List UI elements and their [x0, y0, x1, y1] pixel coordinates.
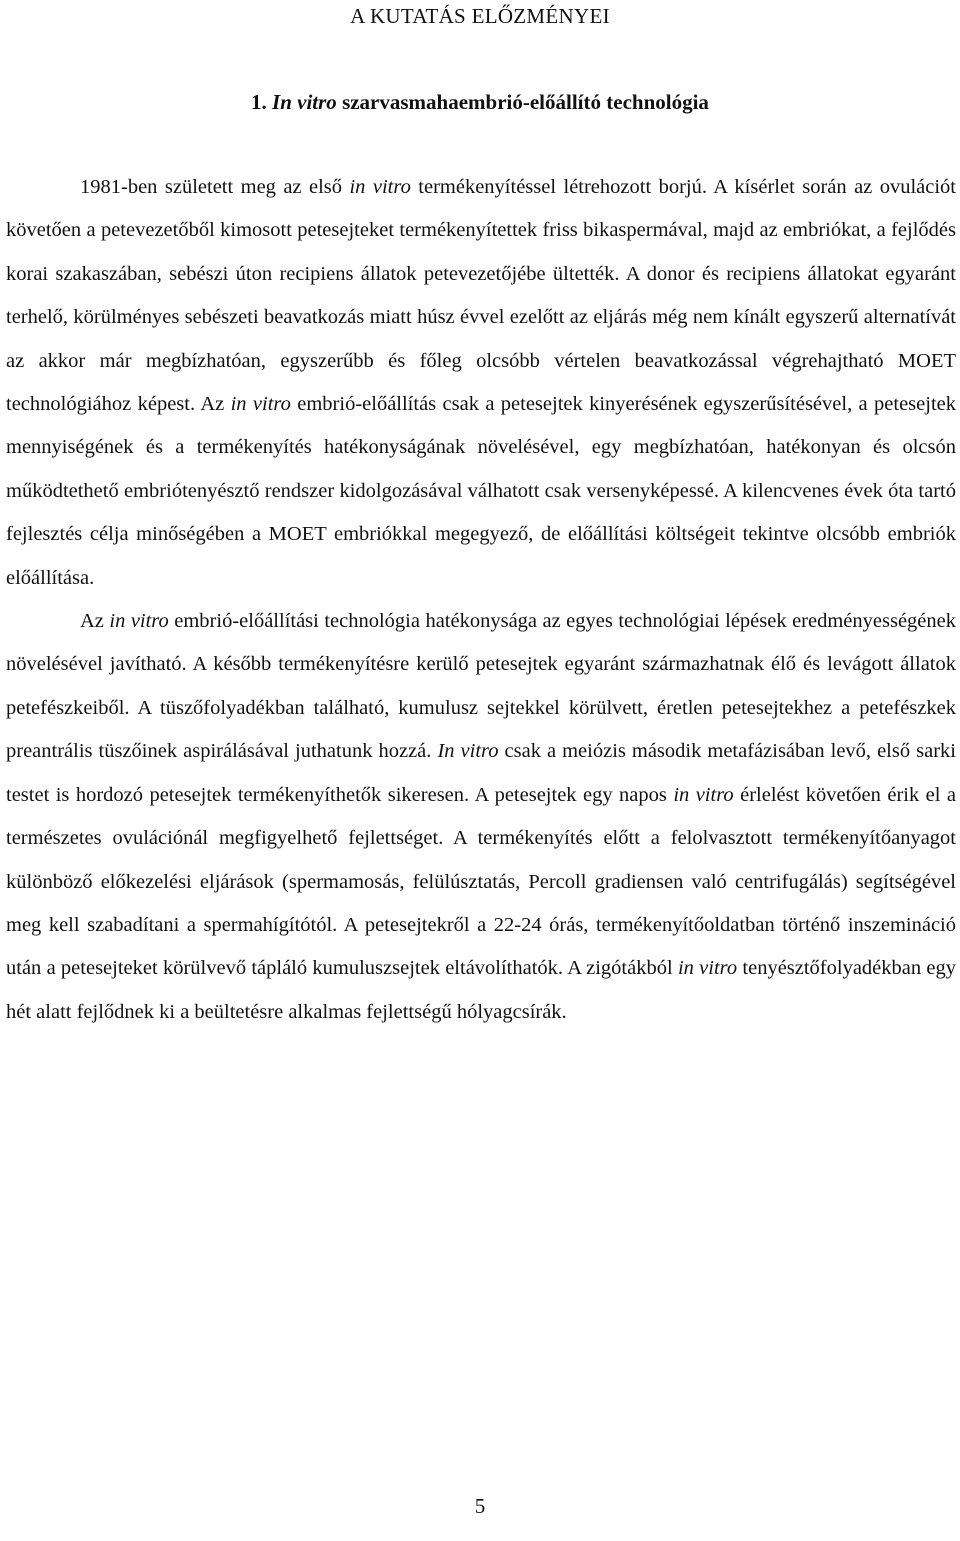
text-run: Az [80, 610, 110, 633]
text-run: érlelést követően érik el a természetes ovulációnál megfigyelhető fejlettséget. A termékenyítés előtt a felolvasztott termékenyítőanyagot különböző előkezelési eljárások (spermamosás, felülúsztatás, Percoll gradiensen való centrifugálás) segítségével meg kell szabadítani a spermahígítótól. A petesejtekről a 22-24 órás, termékenyítőoldatban történő inszemináció után a petesejteket körülvevő tápláló kumuluszsejtek eltávolíthatók. A zigótákból [6, 783, 956, 980]
page-number: 5 [474, 1494, 486, 1518]
section-title-italic: In vitro [272, 90, 337, 114]
text-run: csak a meiózis második metafázisában levő, első sarki testet is hordozó petesejtek termékenyíthetők sikeresen. A petesejtek egy napos [6, 740, 956, 806]
section-title [0, 88, 960, 116]
text-run: 1981-ben született meg az első [80, 176, 350, 198]
italic-term: in vitro [349, 176, 411, 198]
section-title-text: szarvasmahaembrió-előállító technológia [342, 90, 709, 114]
chapter-title: A KUTATÁS ELŐZMÉNYEI [350, 4, 610, 28]
text-run: embrió-előállítási technológia hatékonysága az egyes technológiai lépések eredményességének növelésével javítható. A később termékenyítésre kerülő petesejtek egyaránt származhatnak élő és levágott állatok petefészkeiből. A tüszőfolyadékban található, kumulusz sejtekkel körülvett, éretlen petesejtekhez a petefészkek preantrális tüszőinek aspirálásával juthatunk hozzá. [6, 610, 957, 763]
italic-term: in vitro [109, 610, 169, 633]
text-run: embrió-előállítás csak a petesejtek kinyerésének egyszerűsítésével, a petesejtek mennyiségének és a termékenyítés hatékonyságának növelésével, egy megbízhatóan, hatékonyan és olcsón működtethető embriótenyésztő rendszer kidolgozásával válhatott csak versenyképessé. A kilencvenes évek óta tartó fejlesztés célja minőségében a MOET embriókkal megegyező, de előállítási költségeit tekintve olcsóbb embriók előállítása. [6, 393, 956, 589]
paragraph [6, 166, 956, 600]
body-text [6, 166, 956, 1034]
text-run: tenyésztőfolyadékban egy hét alatt fejlődnek ki a beültetésre alkalmas fejlettségű hólyagcsírák. [6, 957, 956, 1023]
section-number: 1. [251, 90, 267, 114]
paragraph [6, 600, 956, 1034]
text-run: termékenyítéssel létrehozott borjú. A kísérlet során az ovulációt követően a petevezetőből kimosott petesejteket termékenyítettek friss bikaspermával, majd az embriókat, a fejlődés korai szakaszában, sebészi úton recipiens állatok petevezetőjébe ültették. A donor és recipiens állatokat egyaránt terhelő, körülményes sebészeti beavatkozás miatt húsz évvel ezelőtt az eljárás még nem kínált egyszerű alternatívát az akkor már megbízhatóan, egyszerűbb és főleg olcsóbb vértelen beavatkozással végrehajtható MOET technológiához képest. Az [6, 176, 956, 416]
italic-term: in vitro [677, 957, 738, 980]
italic-term: In vitro [437, 740, 499, 763]
italic-term: in vitro [230, 393, 291, 416]
italic-term: in vitro [673, 783, 734, 806]
